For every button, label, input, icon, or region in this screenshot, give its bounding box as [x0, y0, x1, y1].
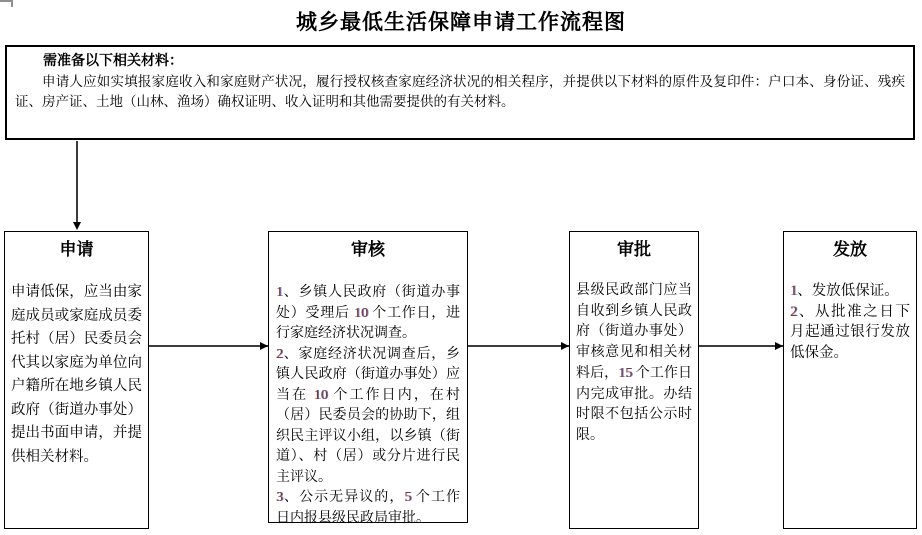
arrowhead-down-icon: [73, 222, 81, 230]
step-box-apply: [4, 231, 149, 529]
arrowhead-right-icon: [775, 342, 783, 350]
step-body-approve: 县级民政部门应当自收到乡镇人民政府（街道办事处）审核意见和相关材料后，15 个工作日内完成审批。办结时限不包括公示时限。: [576, 283, 693, 443]
step-body-issue: [784, 281, 916, 364]
step-box-review: [268, 231, 468, 526]
materials-heading: 需准备以下相关材料：: [43, 54, 183, 69]
step-body-apply: 申请低保，应当由家庭成员或家庭成员委托村（居）民委员会代其以家庭为单位向户籍所在地乡镇人民政府（街道办事处）提出书面申请，并提供相关材料。: [11, 284, 142, 465]
step-title-issue: 发放: [833, 240, 867, 259]
step-title-review: 审核: [351, 240, 385, 259]
issue-item-2: 2、从批准之日下月起通过银行发放低保金。: [790, 303, 910, 362]
page-title: 城乡最低生活保障申请工作流程图: [296, 10, 626, 34]
flow-arrow-materials-to-apply: [76, 141, 78, 222]
step-box-approve: [569, 231, 699, 529]
review-item-1: 1、乡镇人民政府（街道办事处）受理后 10 个工作日，进行家庭经济状况调查。: [276, 285, 460, 341]
review-item-3: 3、公示无异议的，5 个工作日内报县级民政局审批。: [276, 490, 460, 526]
review-item-2: 2、家庭经济状况调查后，乡镇人民政府（街道办事处）应当在 10 个工作日内，在村（居）民委员会的协助下，组织民主评议小组，以乡镇（街道）、村（居）或分片进行民主评议。: [276, 346, 461, 485]
step-box-issue: [783, 231, 917, 529]
arrowhead-right-icon: [561, 342, 569, 350]
issue-item-1: 1、发放低保证。: [790, 283, 899, 299]
flow-arrow-approve-to-issue: [699, 345, 783, 347]
step-title-apply: 申请: [59, 240, 94, 259]
arrowhead-right-icon: [260, 342, 268, 350]
flow-arrow-apply-to-review: [149, 345, 268, 347]
step-title-approve: 审批: [617, 240, 651, 259]
step-body-review: [269, 283, 467, 529]
materials-body: 申请人应如实填报家庭收入和家庭财产状况，履行授权核查家庭经济状况的相关程序，并提供以下材料的原件及复印件：户口本、身份证、残疾证、房产证、土地（山林、渔场）确权证明、收入证明和其他需要提供的有关材料。: [15, 74, 905, 109]
materials-box: [5, 45, 915, 140]
flow-arrow-review-to-approve: [468, 345, 569, 347]
